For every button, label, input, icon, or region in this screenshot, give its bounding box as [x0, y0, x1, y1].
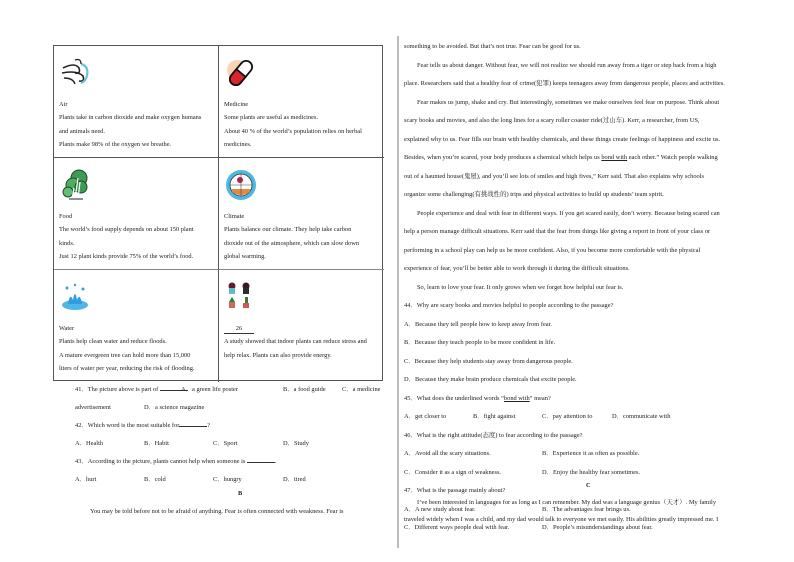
cell-medicine: Medicine Some plants are useful as medicines. About 40 % of the world’s population relies on herbal medicines.: [219, 46, 384, 158]
cell-water: Water Plants help clean water and reduce floods. A mature evergreen tree can hold more than 15,000 liters of water per year, reducing the risk of flooding.: [54, 270, 219, 382]
globe-climate-icon: [224, 168, 258, 202]
cell-title: Air: [59, 101, 68, 108]
q42-options: A．Health B．Habit C．Sport D．Study: [75, 440, 309, 447]
underlined-bond-with: bond with: [601, 154, 628, 161]
cell-indoor-plants: 26 A study showed that indoor plants can reduce stress and help relax. Plants can also provide energy.: [219, 270, 384, 382]
q42: 42．Which word is the most suitable for ?: [75, 422, 211, 429]
q45-options: A．get closer to B．fight against C．pay attention to D．communicate with: [404, 413, 671, 420]
cell-title: Medicine: [224, 101, 249, 108]
cell-air: Air Plants take in carbon dioxide and make oxygen humans and animals need. Plants make 98% of the oxygen we breathe.: [54, 46, 219, 158]
plants-infographic-table: [53, 45, 383, 381]
section-b-heading: B: [238, 490, 243, 497]
q47: 47．What is the passage mainly about?: [404, 487, 506, 494]
section-c-heading: C: [586, 482, 591, 489]
cell-title: Water: [59, 325, 75, 332]
passage-b-first-line: You may be told before not to be afraid of anything. Fear is often connected with weakness. Fear is: [90, 508, 344, 515]
q46: 46．What is the right attitude(态度) to fear according to the passage?: [404, 431, 583, 439]
q43-options: A．hurt B．cold C．hungry D．tired: [75, 476, 306, 483]
lettuce-icon: [59, 168, 93, 202]
cell-title: Climate: [224, 213, 245, 220]
q45: 45．What does the underlined words “bond with” mean?: [404, 394, 551, 402]
cell-title-blank: [224, 322, 378, 335]
potted-plants-icon: [224, 280, 258, 314]
q44: 44．Why are scary books and movies helpful to people according to the passage?: [404, 302, 614, 309]
q41-cont: advertisement D．a science magazine: [75, 404, 205, 411]
cell-climate: Climate Plants balance our climate. They help take carbon dioxide out of the atmosphere, which can slow down global warming.: [219, 158, 384, 270]
cell-title: Food: [59, 213, 73, 220]
cell-food: Food The world’s food supply depends on about 150 plant kinds. Just 12 plant kinds provide 75% of the world’s food.: [54, 158, 219, 270]
passage-b-continued: something to be avoided. But that’s not true. Fear can be good for us. Fear tells us about danger. Without fear, we will not realize we should run away from a tiger or step back from a high place. Researchers said that a healthy fear of crime(犯罪) keeps teenagers away from dangerous people, places and activities. Fear makes us jump, shake and cry. But interestingly, sometimes we make ourselves feel fear on purpose. Think about scary books and movies, and also the long lines for a scary roller coaster ride(过山车). Kerr, a researcher, from US, explained why to us. Fear fills our brain with healthy chemicals, and these things create feelings of happiness and excite us. Besides, when you’re scared, your body produces a chemical which helps us bond with each other.” Watch people walking out of a haunted house(鬼屋), and you’ll see lots of smiles and high fives,” Kerr said. That also explains why schools organize some challenging(有挑战性的) trips and physical activities to build up students’ team spirit. People experience and deal with fear in different ways. If you get scared easily, don’t worry. Because being scared can help a person manage difficult situations. Kerr said that the fear from things like giving a report in front of your class or performing in a school play can help us be more confident. Also, if you become more comfortable with the physical experience of fear, you’ll be better able to work through it during the difficult situations. So, learn to love your fear. It only grows when we forget how helpful our fear is. 44．Why are scary books and movies helpful to people according to the passage? A．Because they tell people how to keep away from fear. B．Because they teach people to be more confident in life. C．Because they help students stay away from dangerous people. D．Because they make brain produce chemicals that excite people. 45．What does the underlined words “bond with” mean? A．get closer to B．fight against C．pay attention to D．communicate with 46．What is the right attitude(态度) to fear according to the passage? A．Avoid all the scary situations. B．Experience it as often as possible. C．Consider it as a sign of weakness. D．Enjoy the healthy fear sometimes. 47．What is the passage mainly about? A．A new study about fear. B．The advantages fear brings us. C．Different ways people deal with fear. D．People’s misunderstandings about fear.: [404, 38, 754, 538]
answer-blank: [247, 456, 275, 463]
blank-26: 26: [224, 325, 254, 334]
pill-capsule-icon: [224, 56, 258, 90]
questions-41-43: [75, 381, 385, 489]
water-splash-icon: [59, 280, 93, 314]
passage-c: I’ve been interested in languages for as long as I can remember. My dad was a language genius（天才）. My family traveled widely when I was a child, and my dad would talk to everyone we met easily. His abilities greatly impressed me. I: [404, 499, 719, 523]
column-divider: [397, 36, 399, 548]
q43: 43．According to the picture, plants cannot help when someone is .: [75, 458, 277, 465]
q41: 41．The picture above is part of A．a green life poster B．a food guide C．a medicine: [75, 386, 381, 393]
answer-blank: [179, 420, 207, 427]
wind-icon: [59, 56, 93, 90]
